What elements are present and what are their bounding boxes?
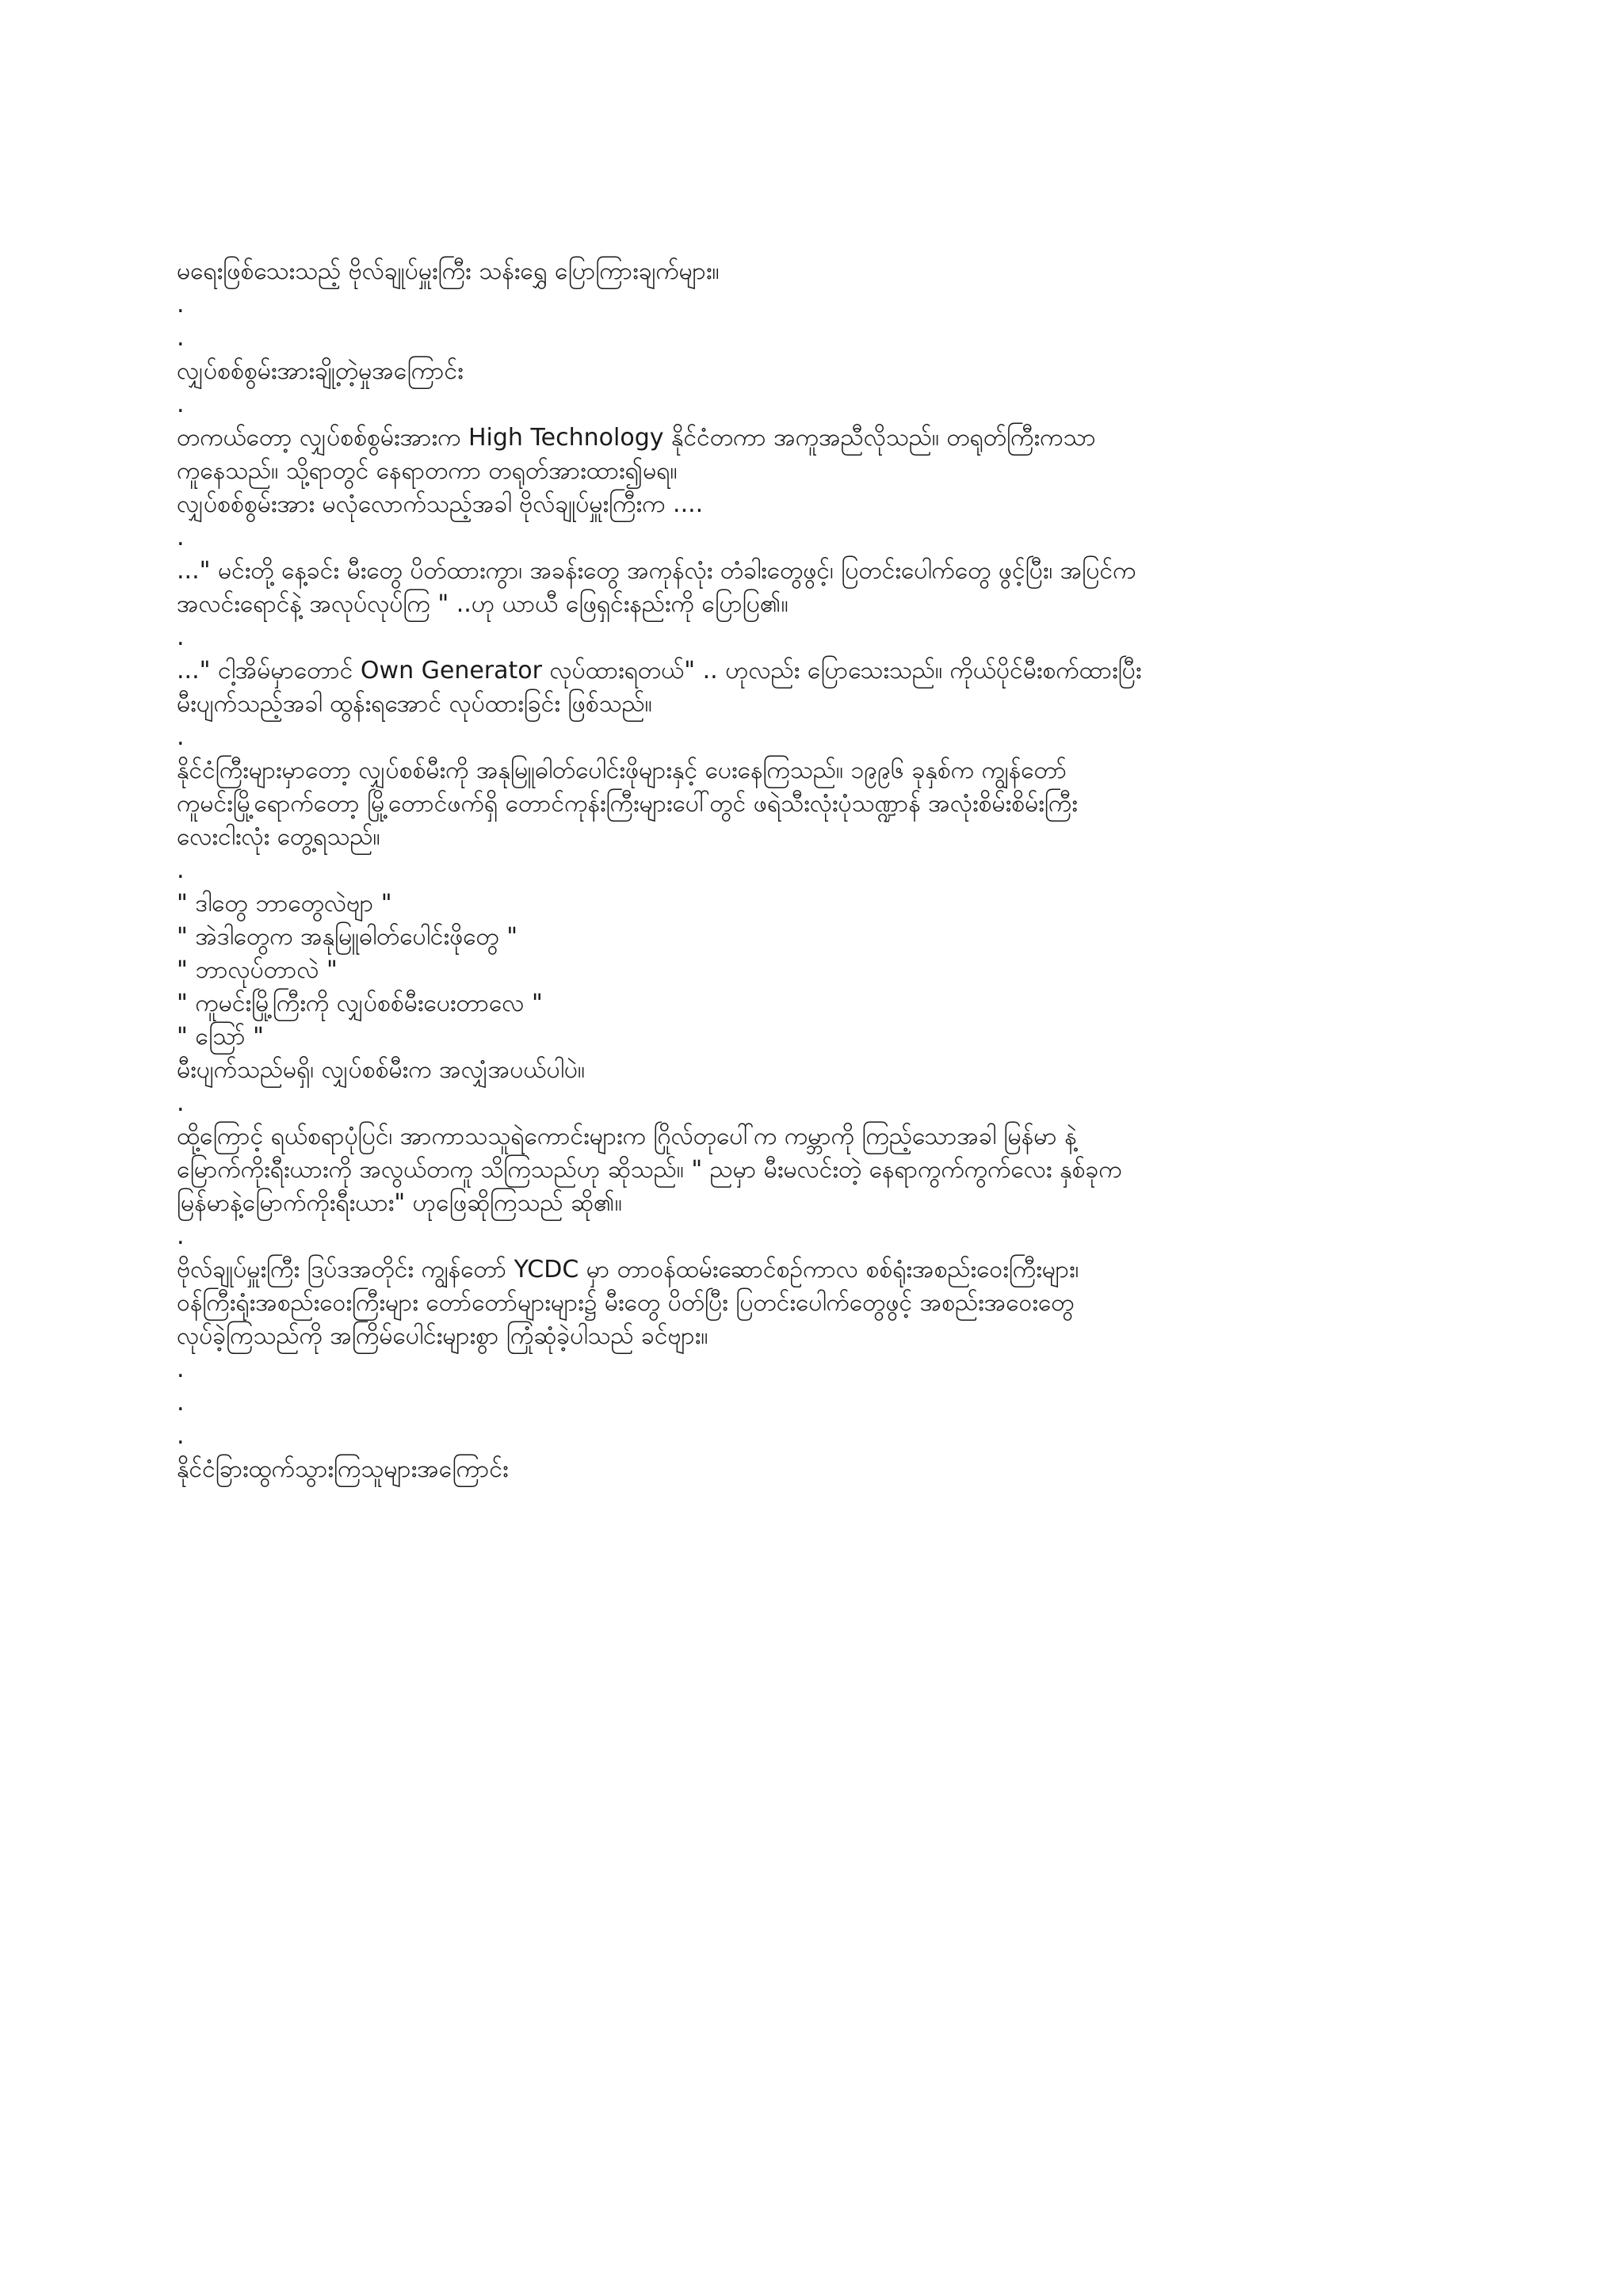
separator-dot: . — [177, 524, 185, 551]
document-title-line: မရေးဖြစ်သေးသည့် ဗိုလ်ချုပ်မှူးကြီး သန်းရွှေ ပြောကြားချက်များ။ — [177, 257, 720, 285]
separator-dot: . — [177, 1422, 185, 1450]
separator-dot: . — [177, 324, 185, 352]
paragraph-line: ကူနေသည်။ သို့ရာတွင် နေရာတကာ တရုတ်အားထား၍မရ။ — [177, 457, 678, 485]
quote-line: အလင်းရောင်နဲ့ အလုပ်လုပ်ကြ " ..ဟု ယာယီ ဖြေရှင်းနည်းကို ပြောပြ၏။ — [177, 590, 789, 618]
separator-dot: . — [177, 1222, 185, 1250]
separator-dot: . — [177, 624, 185, 651]
quote-line: ..." ငါ့အိမ်မှာတောင် Own Generator လုပ်ထားရတယ်" .. ဟုလည်း ပြောသေးသည်။ ကိုယ်ပိုင်မီးစက်ထားပြီး — [177, 657, 1142, 685]
paragraph-line: ဗိုလ်ချုပ်မှူးကြီး ဒြပ်ဒအတိုင်း ကျွန်တော် YCDC မှာ တာဝန်ထမ်းဆောင်စဉ်ကာလ စစ်ရုံးအစည်းဝေးကြီးများ၊ — [177, 1256, 1079, 1283]
paragraph-line: မီးပျက်သည့်အခါ ထွန်းရအောင် လုပ်ထားခြင်း ဖြစ်သည်။ — [177, 690, 652, 718]
section-heading-emigration: နိုင်ငံခြားထွက်သွားကြသူများအကြောင်း — [177, 1455, 509, 1483]
paragraph-line: ထို့ကြောင့် ရယ်စရာပုံပြင်၊ အာကာသသူရဲကောင်းများက ဂြိုလ်တုပေါ်က ကမ္ဘာကို ကြည့်သောအခါ မြန်မာ နဲ့ — [177, 1123, 1077, 1150]
separator-dot: . — [177, 391, 185, 418]
paragraph-line: နိုင်ငံကြီးများမှာတော့ လျှပ်စစ်မီးကို အနုမြူဓါတ်ပေါင်းဖိုများနှင့် ပေးနေကြသည်။ ၁၉၉၆ ခုနှစ်က ကျွန်တော် — [177, 757, 1067, 784]
paragraph-line: တကယ်တော့ လျှပ်စစ်စွမ်းအားက High Technology နိုင်ငံတကာ အကူအညီလိုသည်။ တရုတ်ကြီးကသာ — [177, 424, 1096, 452]
dialogue-line: " သြော် " — [177, 1023, 264, 1051]
paragraph-line: ဝန်ကြီးရုံးအစည်းဝေးကြီးများ တော်တော်များများ၌ မီးတွေ ပိတ်ပြီး ပြတင်းပေါက်တွေဖွင့် အစည်းအဝေးတွေ — [177, 1289, 1075, 1317]
dialogue-line: " ဒါတွေ ဘာတွေလဲဗျာ " — [177, 890, 392, 917]
paragraph-line: လျှပ်စစ်စွမ်းအား မလုံလောက်သည့်အခါ ဗိုလ်ချုပ်မှူးကြီးက .... — [177, 490, 704, 518]
paragraph-line: လေးငါးလုံး တွေ့ရသည်။ — [177, 823, 380, 851]
paragraph-line: မြောက်ကိုးရီးယားကို အလွယ်တကူ သိကြသည်ဟု ဆိုသည်။ " ညမှာ မီးမလင်းတဲ့ နေရာကွက်ကွက်လေး နှစ်ခုက — [177, 1156, 1122, 1184]
paragraph-line: မြန်မာနဲ့မြောက်ကိုးရီးယား" ဟုဖြေဆိုကြသည် ဆို၏။ — [177, 1189, 622, 1217]
section-heading-electricity: လျှပ်စစ်စွမ်းအားချို့တဲ့မှုအကြောင်း — [177, 357, 464, 385]
document-body — [177, 255, 1445, 1486]
paragraph-line: ကူမင်းမြို့ရောက်တော့ မြို့တောင်ဖက်ရှိ တောင်ကုန်းကြီးများပေါ်တွင် ဖရဲသီးလုံးပုံသဏ္ဍာန် အလုံးစိမ်းစိမ်းကြီး — [177, 790, 1078, 818]
paragraph-line: လုပ်ခဲ့ကြသည်ကို အကြိမ်ပေါင်းများစွာ ကြုံဆုံခဲ့ပါသည် ခင်ဗျား။ — [177, 1322, 708, 1350]
dialogue-line: " ကူမင်းမြို့ကြီးကို လျှပ်စစ်မီးပေးတာလေ " — [177, 990, 543, 1017]
separator-dot: . — [177, 1356, 185, 1383]
separator-dot: . — [177, 1389, 185, 1417]
separator-dot: . — [177, 291, 185, 318]
quote-line: ..." မင်းတို့ နေ့ခင်း မီးတွေ ပိတ်ထားကွာ၊ အခန်းတွေ အကုန်လုံး တံခါးတွေဖွင့်၊ ပြတင်းပေါက်တွေ ဖွင့်ပြီး၊ အပြင်က — [177, 557, 1136, 585]
separator-dot: . — [177, 1089, 185, 1117]
separator-dot: . — [177, 723, 185, 751]
paragraph-line: မီးပျက်သည်မရှိ၊ လျှပ်စစ်မီးက အလျှံအပယ်ပါပဲ။ — [177, 1056, 586, 1084]
separator-dot: . — [177, 856, 185, 884]
dialogue-line: " အဲဒါတွေက အနုမြူဓါတ်ပေါင်းဖိုတွေ " — [177, 923, 518, 951]
dialogue-line: " ဘာလုပ်တာလဲ " — [177, 956, 338, 984]
